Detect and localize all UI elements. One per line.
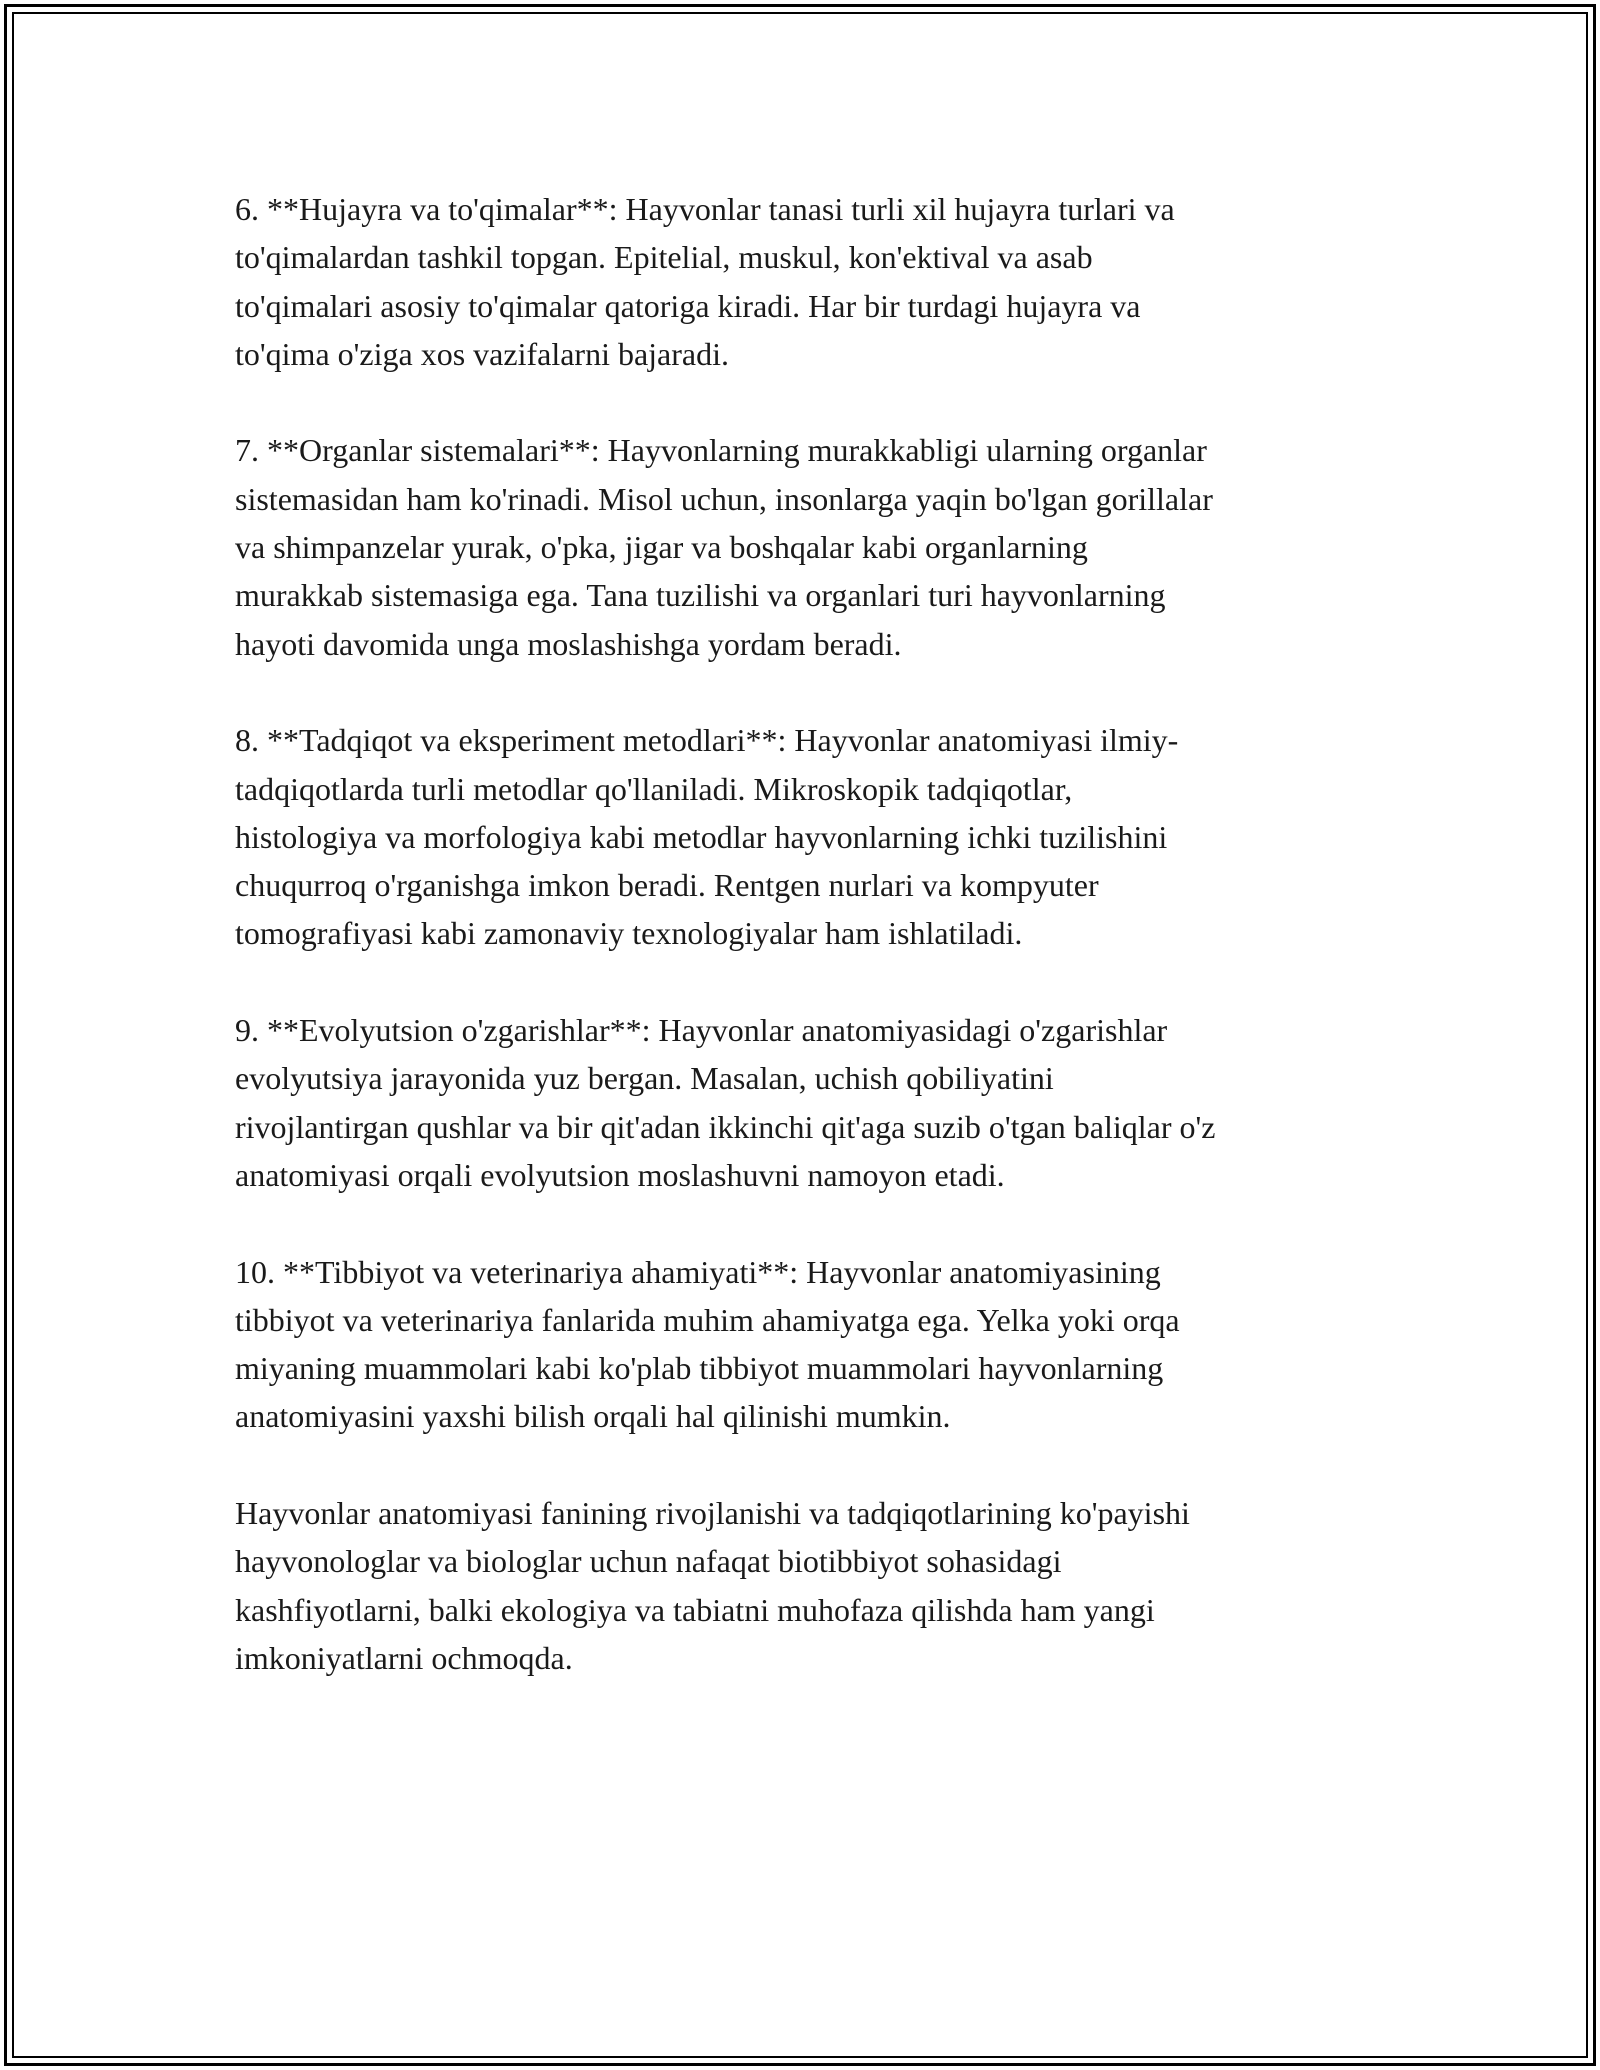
text-line: tomografiyasi kabi zamonaviy texnologiyalar ham ishlatiladi. xyxy=(235,915,1023,952)
text-line: to'qima o'ziga xos vazifalarni bajaradi. xyxy=(235,335,729,372)
paragraph-conclusion xyxy=(235,1489,1385,1682)
text-line: anatomiyasini yaxshi bilish orqali hal qilinishi mumkin. xyxy=(235,1398,951,1435)
text-line: rivojlantirgan qushlar va bir qit'adan ikkinchi qit'aga suzib o'tgan baliqlar o'z xyxy=(235,1108,1216,1145)
text-line: hayvonologlar va biologlar uchun nafaqat biotibbiyot sohasidagi xyxy=(235,1543,1062,1580)
text-line: chuqurroq o'rganishga imkon beradi. Rentgen nurlari va kompyuter xyxy=(235,867,1099,904)
text-line: tibbiyot va veterinariya fanlarida muhim ahamiyatga ega. Yelka yoki orqa xyxy=(235,1301,1180,1338)
text-line: va shimpanzelar yurak, o'pka, jigar va boshqalar kabi organlarning xyxy=(235,529,1088,566)
text-line: evolyutsiya jarayonida yuz bergan. Masalan, uchish qobiliyatini xyxy=(235,1060,1054,1097)
text-line: tadqiqotlarda turli metodlar qo'llaniladi. Mikroskopik tadqiqotlar, xyxy=(235,770,1073,807)
text-line: kashfiyotlarni, balki ekologiya va tabiatni muhofaza qilishda ham yangi xyxy=(235,1591,1155,1628)
text-line: 7. **Organlar sistemalari**: Hayvonlarning murakkabligi ularning organlar xyxy=(235,432,1207,469)
document-body xyxy=(235,185,1385,1731)
text-line: 9. **Evolyutsion o'zgarishlar**: Hayvonlar anatomiyasidagi o'zgarishlar xyxy=(235,1012,1168,1049)
text-line: murakkab sistemasiga ega. Tana tuzilishi va organlari turi hayvonlarning xyxy=(235,577,1166,614)
text-line: Hayvonlar anatomiyasi fanining rivojlanishi va tadqiqotlarining ko'payishi xyxy=(235,1495,1190,1532)
text-line: sistemasidan ham ko'rinadi. Misol uchun, insonlarga yaqin bo'lgan gorillalar xyxy=(235,480,1213,517)
paragraph-cells-and-tissues xyxy=(235,185,1385,378)
paragraph-evolutionary-changes xyxy=(235,1006,1385,1199)
text-line: to'qimalardan tashkil topgan. Epitelial, muskul, kon'ektival va asab xyxy=(235,239,1093,276)
text-line: imkoniyatlarni ochmoqda. xyxy=(235,1639,573,1676)
text-line: 8. **Tadqiqot va eksperiment metodlari**: Hayvonlar anatomiyasi ilmiy- xyxy=(235,722,1179,759)
text-line: to'qimalari asosiy to'qimalar qatoriga kiradi. Har bir turdagi hujayra va xyxy=(235,287,1141,324)
text-line: histologiya va morfologiya kabi metodlar hayvonlarning ichki tuzilishini xyxy=(235,818,1168,855)
paragraph-research-methods xyxy=(235,716,1385,957)
text-line: anatomiyasi orqali evolyutsion moslashuvni namoyon etadi. xyxy=(235,1156,1005,1193)
text-line: 10. **Tibbiyot va veterinariya ahamiyati**: Hayvonlar anatomiyasining xyxy=(235,1253,1161,1290)
text-line: hayoti davomida unga moslashishga yordam beradi. xyxy=(235,625,902,662)
text-line: miyaning muammolari kabi ko'plab tibbiyot muammolari hayvonlarning xyxy=(235,1350,1164,1387)
paragraph-medical-importance xyxy=(235,1248,1385,1441)
paragraph-organ-systems xyxy=(235,426,1385,667)
text-line: 6. **Hujayra va to'qimalar**: Hayvonlar tanasi turli xil hujayra turlari va xyxy=(235,191,1175,227)
